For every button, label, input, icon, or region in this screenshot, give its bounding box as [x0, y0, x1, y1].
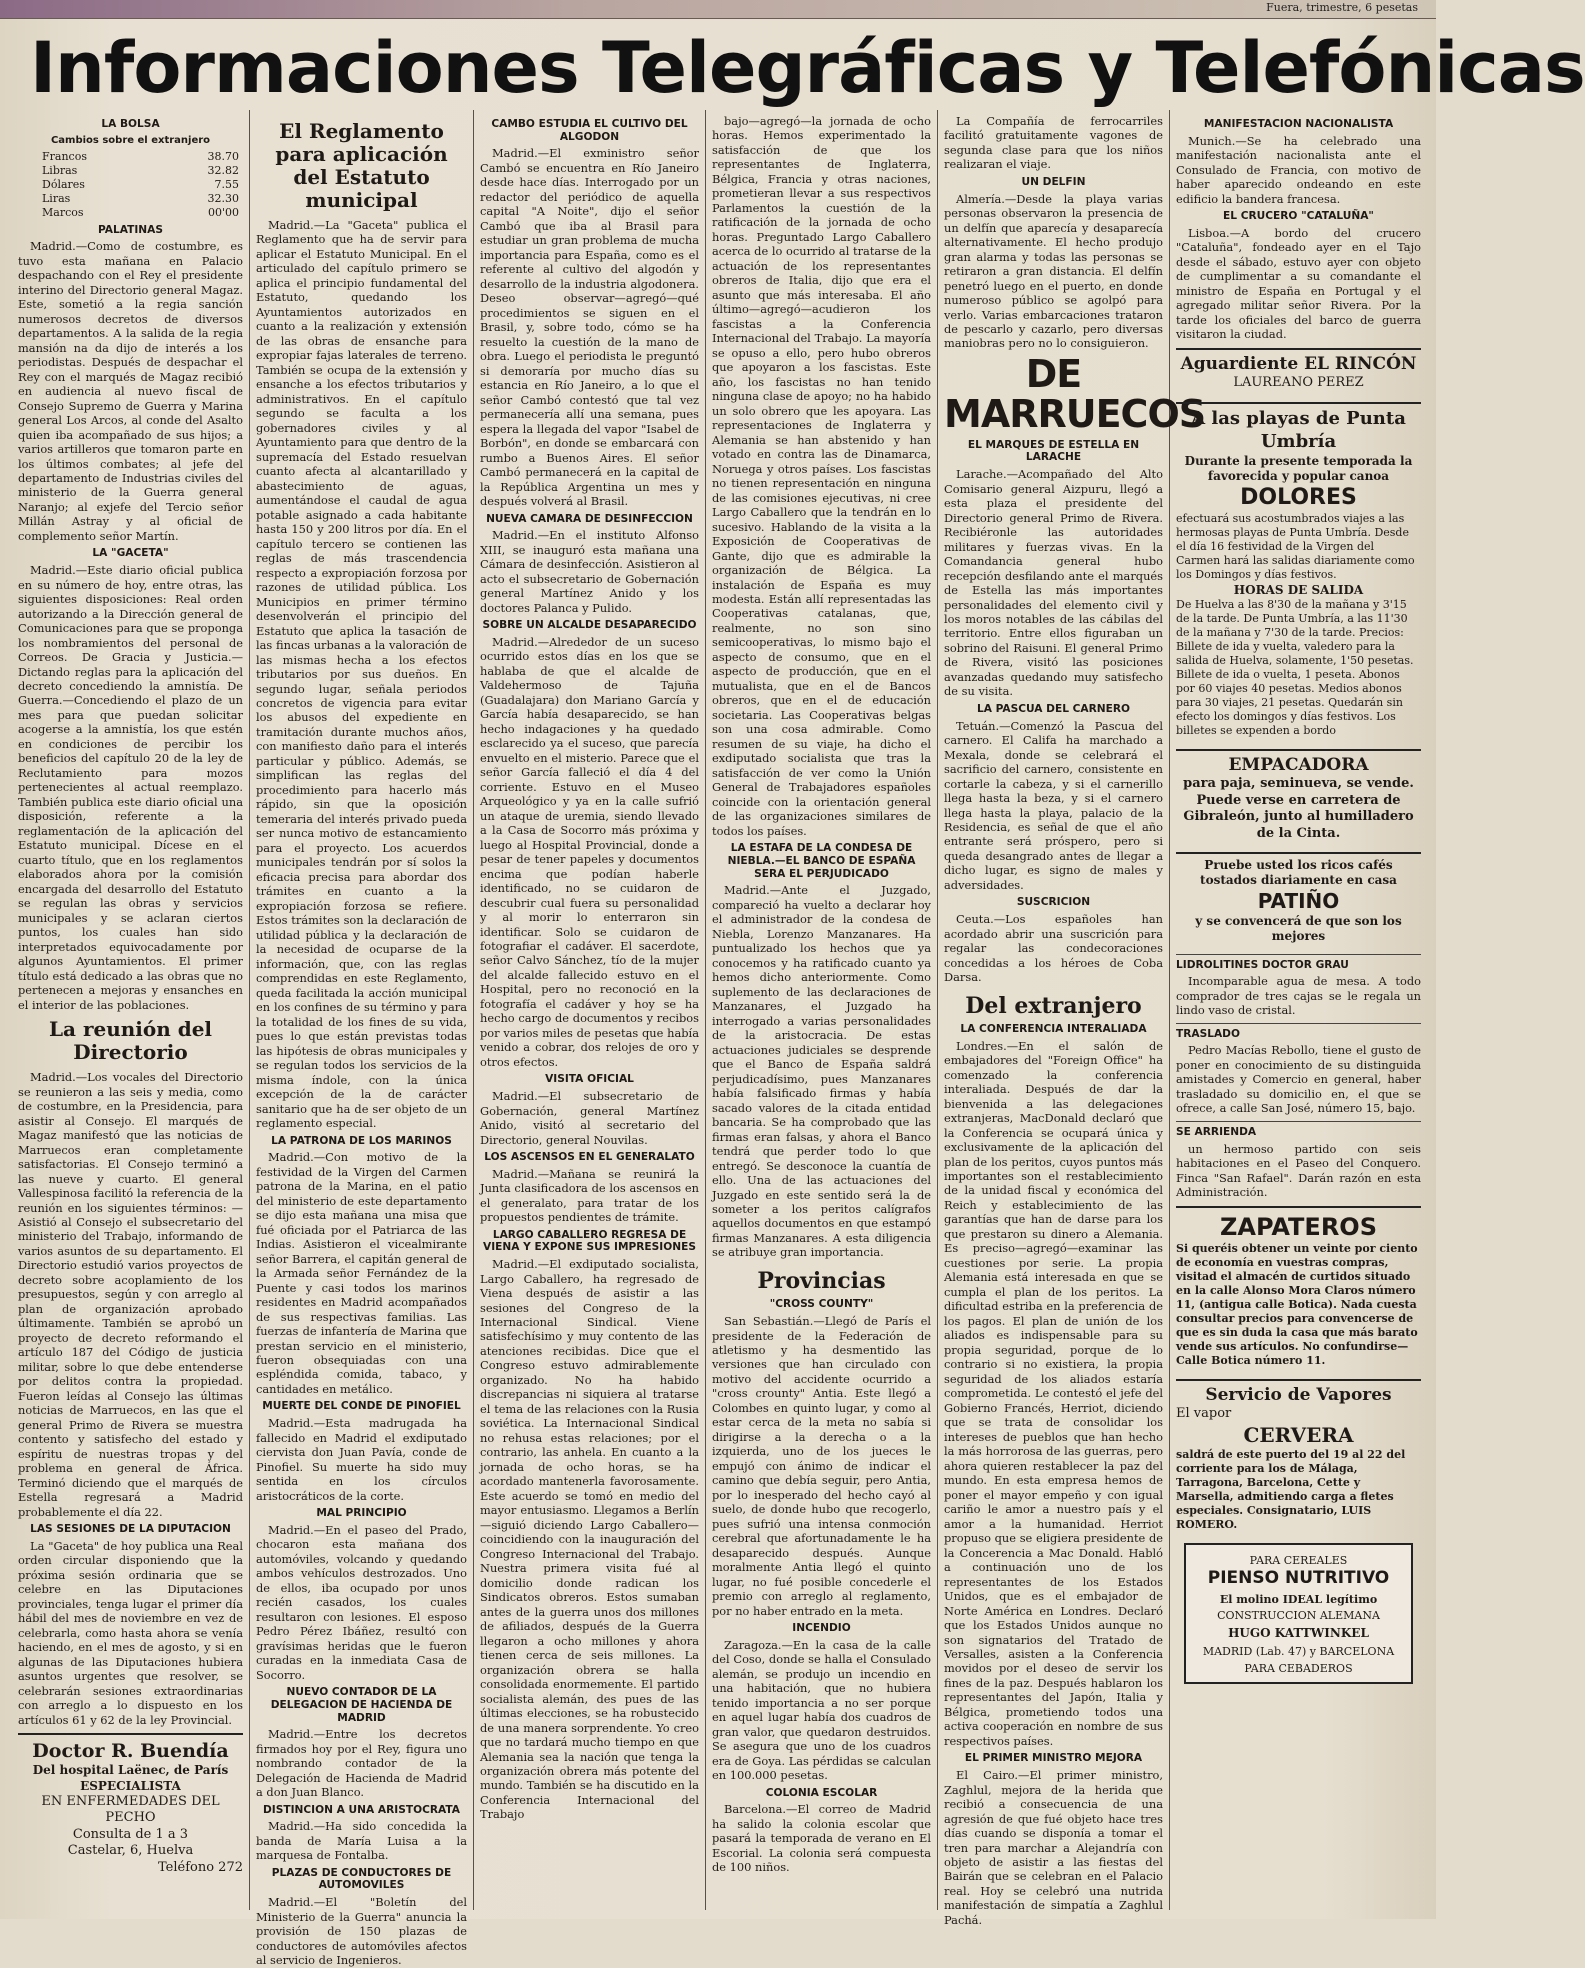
ad-name: CERVERA	[1243, 1422, 1354, 1447]
ad-text: efectuará sus acostumbrados viajes a las hermosas playas de Punta Umbría. Desde el día 16 festividad de la Virgen del Carmen hará las salidas diariamente como los Domingos y días festivos.	[1176, 511, 1415, 581]
divider	[1176, 954, 1421, 955]
doctor-advertisement	[18, 1733, 243, 1880]
rate-row	[18, 178, 243, 192]
section-title: PALATINAS	[98, 223, 163, 236]
article-text: Madrid.—Entre los decretos firmados hoy por el Rey, figura uno nombrando contador de la Delegación de Hacienda de Madrid a don Juan Blanco.	[256, 1727, 467, 1800]
article-text: un hermoso partido con seis habitaciones en el Paseo del Conquero. Finca "San Rafael". Darán razón en esta Administración.	[1176, 1141, 1421, 1200]
section-title: MUERTE DEL CONDE DE PINOFIEL	[262, 1400, 461, 1413]
article-text: La "Gaceta" de hoy publica una Real orden circular disponiendo que la próxima sesión ordinaria que se celebre en las Diputaciones provinciales, tenga lugar el primer día hábil del mes de noviembre en vez de celebrarla, como hasta ahora se venía haciendo, en el mes de agosto, y si en algunas de las Diputaciones hubiera asuntos urgentes que resolver, se celebrarán sesiones extraordinarias con arreglo a lo dispuesto en los artículos 61 y 62 de la ley Provincial.	[18, 1538, 243, 1727]
article-text: Madrid.—El subsecretario de Gobernación, general Martínez Anido, visitó al secretario del Directorio, general Nouvilas.	[480, 1089, 699, 1147]
ad-line: CONSTRUCCION ALEMANA	[1217, 1609, 1380, 1623]
article-text: Madrid.—En el paseo del Prado, chocaron esta mañana dos automóviles, volcando y quedando ambos vehículos destrozados. Uno de ellos, iba ocupado por unos recién casados, los cuales resultaron con lesiones. El esposo Pedro Pérez Ibáñez, resultó con gravísimas heridas que le fueron curadas en la inmediata Casa de Socorro.	[256, 1522, 467, 1682]
ad-title: Servicio de Vapores	[1205, 1384, 1392, 1405]
ad-line: LAUREANO PEREZ	[1233, 375, 1364, 391]
ad-line: PARA CEREALES	[1249, 1553, 1348, 1567]
section-title: EL CRUCERO "CATALUÑA"	[1223, 210, 1374, 223]
article-text: Madrid.—Los vocales del Directorio se reunieron a las seis y media, como de costumbre, en la Presidencia, para asistir al Consejo. El marqués de Magaz manifestó que las noticias de Marruecos eran completamente satisfactorias. El Consejo terminó a las nueve y cuarto. El general Vallespinosa facilitó la referencia de la reunión en los siguientes términos: —Asistió al Consejo el subsecretario del ministerio del Trabajo, informando de varios asuntos de su departamento. El Directorio estudió varios proyectos de decreto sobre acoplamiento de los presupuestos, según y con arreglo al plan de organización aprobado últimamente. También se aprobó un proyecto de decreto reformando el artículo 187 del Código de justicia militar, sobre lo que debe entenderse por delitos contra la propiedad. Fueron leídas al Consejo las últimas noticias de Marruecos, en las que el general Primo de Rivera se muestra contento y satisfecho del estado y espíritu de nuestras tropas y del problema en general de África. Terminó diciendo que el marqués de Estella regresará a Madrid probablemente el día 22.	[18, 1070, 243, 1519]
section-title: SUSCRICION	[1016, 896, 1091, 909]
article-text: Barcelona.—El correo de Madrid ha salido la colonia escolar que pasará la temporada de verano en El Escorial. La colonia será compuesta de 100 niños.	[712, 1802, 931, 1875]
column-2	[250, 110, 474, 1968]
section-title: LOS ASCENSOS EN EL GENERALATO	[484, 1151, 695, 1163]
ad-line: HORAS DE SALIDA	[1233, 582, 1364, 597]
column-3	[474, 110, 706, 1910]
ad-text: saldrá de este puerto del 19 al 22 del corriente para los de Málaga, Tarragona, Barcelona, Cette y Marsella, admitiendo carga a fletes especiales. Consignatario, LUIS ROMERO.	[1176, 1448, 1406, 1531]
masthead: Informaciones Telegráficas y Telefónicas	[30, 27, 1585, 109]
ad-line: Aguardiente EL RINCÓN	[1180, 353, 1417, 374]
ad-line: Teléfono 272	[158, 1859, 243, 1875]
section-title: LIDROLITINES DOCTOR GRAU	[1176, 958, 1349, 971]
article-text: Munich.—Se ha celebrado una manifestación nacionalista ante el Consulado de Francia, con motivo de haber aparecido ondeando en este edificio la bandera francesa.	[1176, 133, 1421, 206]
article-text: Madrid.—El "Boletín del Ministerio de la Guerra" anuncia la provisión de 150 plazas de conductores de automóviles afectos al servicio de Ingenieros.	[256, 1895, 467, 1968]
ad-line: y se convencerá de que son los mejores	[1195, 914, 1402, 944]
article-text: San Sebastián.—Llegó de París el presidente de la Federación de atletismo y ha desmentido las versiones que han circulado con motivo del accidente ocurrido a "cross crounty" Antia. Este llegó a Colombes en quinto lugar, y como al estar cerca de la meta no sabía si dirigirse a la derecha o a la izquierda, uno de los jueces le empujó con ánimo de indicar el camino que debía seguir, pero Antia, por lo inesperado del hecho cayó al suelo, de donde hubo que recogerlo, pues sufrió una intensa conmoción cerebral que afortunadamente le ha desaparecido después. Aunque moralmente Antia llegó el quinto lugar, no fué posible concederle el premio con arreglo al reglamento, por no haber entrado en la meta.	[712, 1314, 931, 1618]
section-title: LA PATRONA DE LOS MARINOS	[271, 1134, 452, 1147]
section-title: DISTINCION A UNA ARISTOCRATA	[263, 1803, 460, 1816]
section-title: MAL PRINCIPIO	[316, 1507, 407, 1520]
rate-row	[18, 150, 243, 164]
column-6	[1170, 110, 1427, 1910]
section-subtitle: Cambios sobre el extranjero	[50, 134, 211, 146]
article-text: Ceuta.—Los españoles han acordado abrir una suscrición para regalar las condecoraciones concedidas a los héroes de Coba Darsa.	[944, 912, 1163, 985]
column-4	[706, 110, 938, 1910]
rate-value: 00'00	[207, 205, 239, 219]
ad-line: EN ENFERMEDADES DEL PECHO	[41, 1793, 220, 1826]
exchange-rates-table	[18, 150, 243, 220]
section-title: LA CONFERENCIA INTERALIADA	[960, 1022, 1147, 1035]
ad-line: ESPECIALISTA	[80, 1778, 181, 1793]
ad-text: para paja, seminueva, se vende. Puede verse en carretera de Gibraleón, junto al humilladero de la Cinta.	[1183, 776, 1414, 841]
article-text: Pedro Macías Rebollo, tiene el gusto de poner en conocimiento de su distinguida amistades y Comercio en general, haber trasladado su domicilio en, el que se ofrece, a calle San José, número 15, bajo.	[1176, 1043, 1421, 1116]
ad-line: Durante la presente temporada la favorecida y popular canoa	[1184, 453, 1413, 483]
section-title: "CROSS COUNTY"	[769, 1298, 874, 1311]
article-text: Almería.—Desde la playa varias personas observaron la presencia de un delfín que aparecía y desaparecía alternativamente. El hecho produjo gran alarma y todas las personas se retiraron a gran distancia. El delfín penetró luego en el puerto, en donde numeroso público se agolpó para verlo. Varias embarcaciones trataron de pescarlo y cazarlo, pero diversas maniobras pero no lo consiguieron.	[944, 191, 1163, 351]
section-title: CAMBO ESTUDIA EL CULTIVO DEL ALGODON	[491, 118, 688, 143]
ad-text: De Huelva a las 8'30 de la mañana y 3'15 de la tarde. De Punta Umbría, a las 11'30 de la mañana y 7'30 de la tarde. Precios: Billete de ida y vuelta, valedero para la salida de Huelva, solamente, 1'50 pesetas. Billete de ida o vuelta, 1 peseta. Abonos por 60 viajes 40 pesetas. Medios abonos para 30 viajes, 21 pesetas. Quedarán sin efecto los domingos y días festivos. Los billetes se expenden a bordo	[1176, 597, 1414, 737]
section-title: PLAZAS DE CONDUCTORES DE AUTOMOVILES	[271, 1866, 452, 1892]
top-strip	[0, 0, 1436, 19]
section-title: LA BOLSA	[101, 118, 160, 130]
aguardiente-advertisement	[1176, 348, 1421, 396]
article-text: Madrid.—Ha sido concedida la banda de María Luisa a la marquesa de Fontalba.	[256, 1819, 467, 1863]
rate-name: Liras	[42, 191, 71, 205]
rate-row	[18, 192, 243, 206]
section-title: LA PASCUA DEL CARNERO	[976, 702, 1131, 715]
ad-line: MADRID (Lab. 47) y BARCELONA	[1202, 1644, 1395, 1658]
rate-row	[18, 206, 243, 220]
section-title: EL PRIMER MINISTRO MEJORA	[964, 1752, 1143, 1765]
ad-title: EMPACADORA	[1228, 754, 1369, 775]
section-title: SOBRE UN ALCALDE DESAPARECIDO	[482, 619, 697, 632]
subscription-price: Fuera, trimestre, 6 pesetas	[1266, 1, 1418, 14]
article-text: Madrid.—La "Gaceta" publica el Reglamento que ha de servir para aplicar el Estatuto Municipal. En el articulado del capítulo primero se aplica el principio fundamental del Estatuto, quedando los Ayuntamientos autorizados en cuanto a la realización y extensión de las obras de ensanche para expropiar fajas laterales de terreno. También se ocupa de la extensión y ensanche a los efectos tributarios y administrativos. En el capítulo segundo se faculta a los gobernadores civiles y al Ayuntamiento para que dentro de la supremacía del Estado resuelvan cuanto afecta al alcantarillado y abastecimiento de aguas, aumentándose el caudal de agua potable asignado a cada habitante hasta 150 y 200 litros por día. En el capítulo tercero se contienen las reglas de más trascendencia respecto a expropiación forzosa por razones de utilidad pública. Los Municipios en primer término desenvolverán el principio del Estatuto que aplica la tasación de las fincas urbanas a la valoración de las mismas hecha a los efectos tributarios por sus dueños. En segundo lugar, señala periodos concretos de vigencia para evitar los abusos del expediente en tramitación durante muchos años, con manifiesto daño para el interés particular y público. Además, se simplifican las reglas del procedimiento para hacerlo más rápido, sin que la oposición temeraria del interés privado pueda ser nunca motivo de estancamiento para el proyecto. Los acuerdos municipales tendrán por sí solos la eficacia precisa para abordar dos trámites en cuanto a la expropiación forzosa se refiere. Estos trámites son la declaración de utilidad pública y la declaración de la necesidad de ocuparse de la información, que, con las reglas comprendidas en este Reglamento, queda facilitada la acción municipal en los confines de su término y para la totalidad de los fines de su vida, pues lo que están previstas todas las hipótesis de obras municipales y se regulan todos los servicios de la misma índole, con la única excepción de la de carácter sanitario que ha de ser objeto de un reglamento especial.	[256, 218, 467, 1131]
article-text: Londres.—En el salón de embajadores del "Foreign Office" ha comenzado la conferencia interaliada. Después de dar la bienvenida a las delegaciones extranjeras, MacDonald declaró que la Conferencia se ocupará única y exclusivamente de la aplicación del plan de los peritos, cuyos puntos más importantes son el restablecimiento de la unidad fiscal y económica del Reich y establecimiento de las garantías que han de darse para los que prestaron su dinero a Alemania. Es preciso—agregó—examinar las cuestiones por serie. La propia Alemania está interesada en que se cumpla el plan de los peritos. La dificultad estriba en la preferencia de los pagos. El plan de unión de los aliados es indispensable para su propia seguridad, porque de lo contrario si no existiera, la propia seguridad de los aliados estaría comprometida. Le contestó el jefe del Gobierno Francés, Herriot, diciendo que se trata de consolidar los intereses de pueblos que han hecho la más horrorosa de las guerras, pero ahora quieren restablecer la paz del mundo. En esta empresa hemos de poner el mayor empeño y con igual cariño le amor a nuestro país y el amor a la humanidad. Herriot propuso que se eligiera presidente de la Concerencia a Mac Donald. Habló a continuación uno de los representantes de los Estados Unidos, que es el embajador de Norte América en Londres. Declaró que los Estados Unidos aunque no son signatarios del Tratado de Versalles, asisten a la Conferencia movidos por el deseo de servir los fines de la paz. Después hablaron los representantes del Japón, Italia y Bélgica, prometiendo todos una activa cooperación en nombre de sus respectivos países.	[944, 1038, 1163, 1748]
empacadora-advertisement	[1176, 749, 1421, 847]
ad-title: PIENSO NUTRITIVO	[1207, 1567, 1390, 1588]
article-text: Madrid.—Alrededor de un suceso ocurrido estos días en los que se hablaba de que el alcalde de Valdehermoso de Tajuña (Guadalajara) don Mariano García y García había desaparecido, se han hecho indagaciones y ha quedado esclarecido ya el suceso, que parecía envuelto en el misterio. Parece que el señor García falleció el día 4 del corriente. Estuvo en el Museo Arqueológico y ya en la calle sufrió un ataque de uremia, siendo llevado a la Casa de Socorro más próxima y luego al Hospital Provincial, donde a pesar de tener papeles y documentos encima que podían haberle identificado, no se cuidaron de descubrir cual fuera su personalidad y al morir lo enterraron sin identificar. Solo se cuidaron de fotografiar el cadáver. El sacerdote, señor Calvo Sánchez, tío de la mujer del alcalde fallecido estuvo en el Hospital, pero no reconoció en la fotografía el cadáver y hoy se ha hecho cargo de documentos y recibos por varios miles de pesetas que había venido a cobrar, dos relojes de oro y otros efectos.	[480, 634, 699, 1069]
article-text: Tetuán.—Comenzó la Pascua del carnero. El Califa ha marchado a Mexala, donde se celebrará el sacrificio del carnero, consistente en cortarle la cabeza, y si el carnerillo llega hasta la beza, y si el carnero llega hasta la playa, palacio de la Residencia, es señal de que el año entrante será próspero, pero si queda desangrado antes de llegar a dicho lugar, es signo de males y adversidades.	[944, 718, 1163, 892]
ad-line: HUGO KATTWINKEL	[1228, 1626, 1369, 1641]
rate-name: Marcos	[42, 205, 84, 219]
section-title: COLONIA ESCOLAR	[765, 1786, 878, 1799]
section-title: La reunión del Directorio	[48, 1017, 213, 1065]
rate-row	[18, 164, 243, 178]
ad-line: PARA CEBADEROS	[1244, 1661, 1353, 1675]
ad-title: ZAPATEROS	[1219, 1212, 1377, 1241]
section-title: UN DELFIN	[1021, 175, 1086, 188]
article-text: Madrid.—Mañana se reunirá la Junta clasificadora de los ascensos en el generalato, para tratar de los propuestos pendientes de trámite.	[480, 1166, 699, 1225]
article-text: Madrid.—Ante el Juzgado, compareció ha vuelto a declarar hoy el administrador de la condesa de Niebla, Lorenzo Manzanares. Ha puntualizado los hechos que ya conocemos y ha ratificado cuanto ya hemos dicho anteriormente. Como suplemento de las declaraciones de Manzanares, el Juzgado ha interrogado a varias personalidades de la aristocracia. De estas actuaciones judiciales se desprende que el Banco de España saldrá perjudicadísimo, pues Manzanares había falsificado firmas y había sacado valores de la citada entidad bancaria. Se ha comprobado que las firmas eran falsas, y ahora el Banco tendrá que perder todo lo que entregó. Se desconoce la cuantía de ello. Una de las actuaciones del Juzgado en este sentido será la de someter a los peritos calígrafos aquellos documentos en que estampó firmas Manzanares. A esta diligencia se atribuye gran importancia.	[712, 883, 931, 1260]
section-title: VISITA OFICIAL	[545, 1073, 634, 1086]
article-text: La Compañía de ferrocarriles facilitó gratuitamente vagones de segunda clase para que los niños realizaran el viaje.	[944, 114, 1163, 172]
ad-line: Pruebe usted los ricos cafés tostados diariamente en casa	[1200, 858, 1397, 888]
ad-line: Del hospital Laënec, de París	[32, 1763, 229, 1778]
section-title: Provincias	[757, 1267, 886, 1294]
ad-line: Castelar, 6, Huelva	[67, 1843, 194, 1859]
section-title: SE ARRIENDA	[1176, 1125, 1257, 1138]
section-title: MANIFESTACION NACIONALISTA	[1203, 118, 1394, 130]
rate-value: 38.70	[207, 149, 239, 163]
rate-name: Dólares	[42, 177, 85, 191]
section-title: LA ESTAFA DE LA CONDESA DE NIEBLA.—EL BANCO DE ESPAÑA SERA EL PERJUDICADO	[727, 842, 916, 880]
article-text: Madrid.—El exministro señor Cambó se encuentra en Río Janeiro desde hace días. Interrogado por un redactor del periódico de aquella capital "A Noite", dijo el señor Cambó que iba al Brasil para estudiar un gran problema de mucha importancia para España, como es el referente al cultivo del algodón y desarrollo de la industria algodonera. Deseo observar—agregó—qué procedimientos se siguen en el Brasil, y, sobre todo, cómo se ha resuelto la cuestión de la mano de obra. Luego el periodista le preguntó si demoraría por mucho días su estancia en Río Janeiro, a lo que el señor Cambó contestó que tal vez permanecería allí una semana, pues espera la llegada del vapor "Isabel de Borbón", en donde se embarcará con rumbo a Buenos Aires. El señor Cambó permanecerá en la capital de la República Argentina un mes y después volverá al Brasil.	[480, 146, 699, 509]
article-text: Zaragoza.—En la casa de la calle del Coso, donde se halla el Consulado alemán, se produjo un incendio en una habitación, que no hubiera tenido importancia a no ser porque en aquel lugar había dos cuadros de gran valor, que quedaron destruidos. Se asegura que uno de los cuadros era de Goya. Las pérdidas se calculan en 100.000 pesetas.	[712, 1637, 931, 1783]
column-1	[12, 110, 250, 1910]
section-title: TRASLADO	[1176, 1027, 1240, 1040]
ad-text: Si queréis obtener un veinte por ciento de economía en vuestras compras, visitad el almacén de curtidos situado en la calle Alonso Mora Claros número 11, (antigua calle Botica). Nada cuesta consultar precios para convencerse de que es sin duda la casa que más barato vende sus artículos. No confundirse—Calle Botica número 11.	[1176, 1241, 1418, 1367]
section-title: El Reglamento para aplicación del Estatuto municipal	[275, 119, 448, 212]
section-title: INCENDIO	[792, 1622, 851, 1635]
zapateros-advertisement	[1176, 1206, 1421, 1373]
columns	[12, 110, 1427, 1968]
rate-name: Libras	[42, 163, 78, 177]
article-text: Madrid.—Este diario oficial publica en su número de hoy, entre otras, las siguientes disposiciones: Real orden autorizando a la Dirección general de Comunicaciones para que se proponga los nombramientos del personal de Correos. De Gracia y Justicia.—Dictando reglas para la aplicación del decreto concediendo la amnistía. De Guerra.—Concediendo el plazo de un mes para que puedan solicitar acogerse a la amnistía, los que estén en condiciones de percibir los beneficios del capítulo 20 de la ley de Reclutamiento para mozos pertenecientes al actual reemplazo. También publica este diario oficial una disposición, referente a la reglamentación de la aplicación del Estatuto municipal. Dícese en el cuarto título, que en los reglamentos elaborados ahora por la comisión encargada del desarrollo del Estatuto se regulan las obras y servicios municipales y se aclaran ciertos puntos, los cuales han sido interpretados equivocadamente por algunos Ayuntamientos. El primer título está dedicado a las obras que no pertenecen a mejoras y ensanches en el interior de las poblaciones.	[18, 563, 243, 1012]
article-text: Madrid.—El exdiputado socialista, Largo Caballero, ha regresado de Viena después de asistir a las sesiones del Congreso de la Internacional Sindical. Viene satisfechísimo y muy contento de las atenciones recibidas. Dice que el Congreso estuvo admirablemente organizado. No ha habido discrepancias ni siquiera al tratarse el tema de las relaciones con la Rusia soviética. La Internacional Sindical no rehusa estas relaciones; por el contrario, las anhela. En cuanto a la jornada de ocho horas, se ha acordado mantenerla favorosamente. Este acuerdo se tomó en medio del mayor entusiasmo. Llegamos a Berlín—siguió diciendo Largo Caballero—coincidiendo con la inauguración del Congreso Internacional del Trabajo. Nuestra primera visita fué al domicilio donde radican los Sindicatos obreros. Estos sumaban antes de la guerra unos dos millones de afiliados, después de la Guerra llegaron a ocho millones y ahora tienen cerca de seis millones. La organización obrera se halla consolidada enormemente. El partido socialista alemán, des pues de las últimas elecciones, se ha robustecido de una manera sorprendente. Yo creo que no tardará mucho tiempo en que Alemania sea la nación que tenga la organización obrera más potente del mundo. También se ha discutido en la Conferencia Internacional del Trabajo	[480, 1257, 699, 1822]
punta-umbria-advertisement	[1176, 402, 1421, 743]
ad-line: Consulta de 1 a 3	[72, 1826, 189, 1842]
article-text: Madrid.—Con motivo de la festividad de la Virgen del Carmen patrona de la Marina, en el patio del ministerio de este departamento se dijo esta mañana una misa que fué oficiada por el Patriarca de las Indias. Asistieron el vicealmirante señor Barrera, el capitán general de la Armada señor Fernández de la Puente y casi todos los marinos residentes en Madrid acompañados de sus respectivas familias. Las fuerzas de infantería de Marina que prestan servicio en el ministerio, fueron obsequiadas con una espléndida comida, tabaco, y cantidades en metálico.	[256, 1150, 467, 1396]
article-text: Larache.—Acompañado del Alto Comisario general Aizpuru, llegó a esta plaza el presidente del Directorio general Primo de Rivera. Recibiéronle las autoridades militares y fuerzas vivas. En la Comandancia general hubo recepción desfilando ante el marqués de Estella las más importantes personalidades del elemento civil y los moros notables de las cábilas del territorio. Entre ellos figuraban un sobrino del Raisuni. El general Primo de Rivera, visitó las posiciones avanzadas quedando muy satisfecho de su visita.	[944, 467, 1163, 699]
article-text: bajo—agregó—la jornada de ocho horas. Hemos experimentado la satisfacción de que los representantes de Inglaterra, Bélgica, Francia y otras naciones, prometieran llevar a sus respectivos Parlamentos la cuestión de la ratificación de la jornada de ocho horas. Preguntado Largo Caballero acerca de lo ocurrido al tratarse de la actuación de los representantes obreros de Italia, dijo que era el asunto que más interesaba. El año último—agregó—acudieron los fascistas a la Conferencia Internacional del Trabajo. La mayoría se opuso a ello, pero hubo obreros que apoyaron a los fascistas. Este año, los fascistas no han tenido ninguna clase de apoyo; no ha habido un solo obrero que les apoyara. Las representaciones de Inglaterra y Alemania se han abstenido y han votado en contra las de Dinamarca, Noruega y otros países. Los fascistas no tienen representación en ninguna de las comisiones ejecutivas, ni cree Largo Caballero que la tendrán en lo sucesivo. Hablando de la visita a la Exposición de Cooperativas de Gante, dijo que es admirable la organización de Bélgica. La instalación de España es muy modesta. Están allí representadas las Cooperativas catalanas, que, realmente, no son sino semicooperativas, lo mismo bajo el aspecto de consumo, que en el aspecto de producción, que en el mutualista, que en el de Bancos obreros, que en el de educación societaria. Las Cooperativas belgas son una cosa admirable. Como resumen de su viaje, ha dicho el exdiputado socialista que tras la satisfacción de ver como la Unión General de Trabajadores españoles coincide con la orientación general de las organizaciones similares de todos los países.	[712, 114, 931, 838]
divider	[1176, 1023, 1421, 1024]
section-title: Del extranjero	[965, 992, 1142, 1019]
ad-line: El vapor	[1176, 1406, 1232, 1422]
section-title: EL MARQUES DE ESTELLA EN LARACHE	[967, 438, 1140, 464]
section-title: LA "GACETA"	[92, 547, 169, 560]
article-text: Madrid.—En el instituto Alfonso XIII, se inauguró esta mañana una Cámara de desinfección. Asistieron al acto el subsecretario de Gobernación general Martínez Anido y los doctores Palanca y Pulido.	[480, 528, 699, 615]
ad-line: El molino IDEAL legítimo	[1219, 1592, 1378, 1606]
article-text: Incomparable agua de mesa. A todo comprador de tres cajas se le regala un lindo vaso de cristal.	[1176, 974, 1421, 1018]
rate-name: Francos	[42, 149, 87, 163]
section-title: LARGO CABALLERO REGRESA DE VIENA Y EXPONE SUS IMPRESIONES	[483, 1228, 696, 1254]
article-text: Madrid.—Esta madrugada ha fallecido en Madrid el exdiputado ciervista don Juan Pavía, conde de Pinofiel. Su muerte ha sido muy sentida en los círculos aristocráticos de la corte.	[256, 1416, 467, 1503]
article-text: Madrid.—Como de costumbre, es tuvo esta mañana en Palacio despachando con el Rey el presidente interino del Directorio general Magaz. Este, sometió a la regia sanción numerosos decretos de diversos departamentos. A la salida de la regia mansión na da dijo de interés a los periodistas. Después de despachar el Rey con el marqués de Magaz recibió en audiencia al nuevo fiscal de Consejo Supremo de Guerra y Marina general Los Arcos, al conde del Asalto quien iba acompañado de sus hijos; a varios artilleros que tomaron parte en los últimos combates; al jefe del departamento de Industrias civiles del ministerio de la Guerra general Naranjo; al exjefe del Tercio señor Millán Astray y al oficial de complemento señor Martín.	[18, 239, 243, 543]
rate-value: 32.30	[207, 191, 239, 205]
patino-advertisement	[1176, 852, 1421, 948]
ad-name: DOLORES	[1240, 484, 1357, 510]
ad-name: Doctor R. Buendía	[32, 1740, 229, 1763]
vapores-advertisement	[1176, 1379, 1421, 1537]
divider	[1176, 1121, 1421, 1122]
rate-value: 7.55	[214, 177, 239, 191]
section-title: LAS SESIONES DE LA DIPUTACION	[30, 1523, 231, 1536]
article-text: El Cairo.—El primer ministro, Zaghlul, mejora de la herida que recibió a consecuencia de una agresión de que fué objeto hace tres días cuando se disponía a tomar el tren para marchar a Alejandría con objeto de asistir a las fiestas del Bairán que se celebran en el Palacio real. Hoy se celebró una nutrida manifestación de simpatía a Zaghlul Pachá.	[944, 1768, 1163, 1927]
section-title: NUEVO CONTADOR DE LA DELEGACION DE HACIENDA DE MADRID	[270, 1686, 453, 1724]
ad-name: PATIÑO	[1257, 888, 1340, 913]
ad-title: A las playas de Punta Umbría	[1191, 407, 1406, 452]
article-text: Lisboa.—A bordo del crucero "Cataluña", fondeado ayer en el Tajo desde el sábado, estuvo ayer con objeto de cumplimentar a su comandante el ministro de España en Portugal y el agregado militar señor Rivera. Por la tarde los oficiales del barco de guerra visitaron la ciudad.	[1176, 225, 1421, 342]
section-title: DE MARRUECOS	[944, 351, 1206, 436]
pienso-advertisement	[1184, 1543, 1413, 1684]
rate-value: 32.82	[207, 163, 239, 177]
section-title: NUEVA CAMARA DE DESINFECCION	[486, 512, 693, 525]
